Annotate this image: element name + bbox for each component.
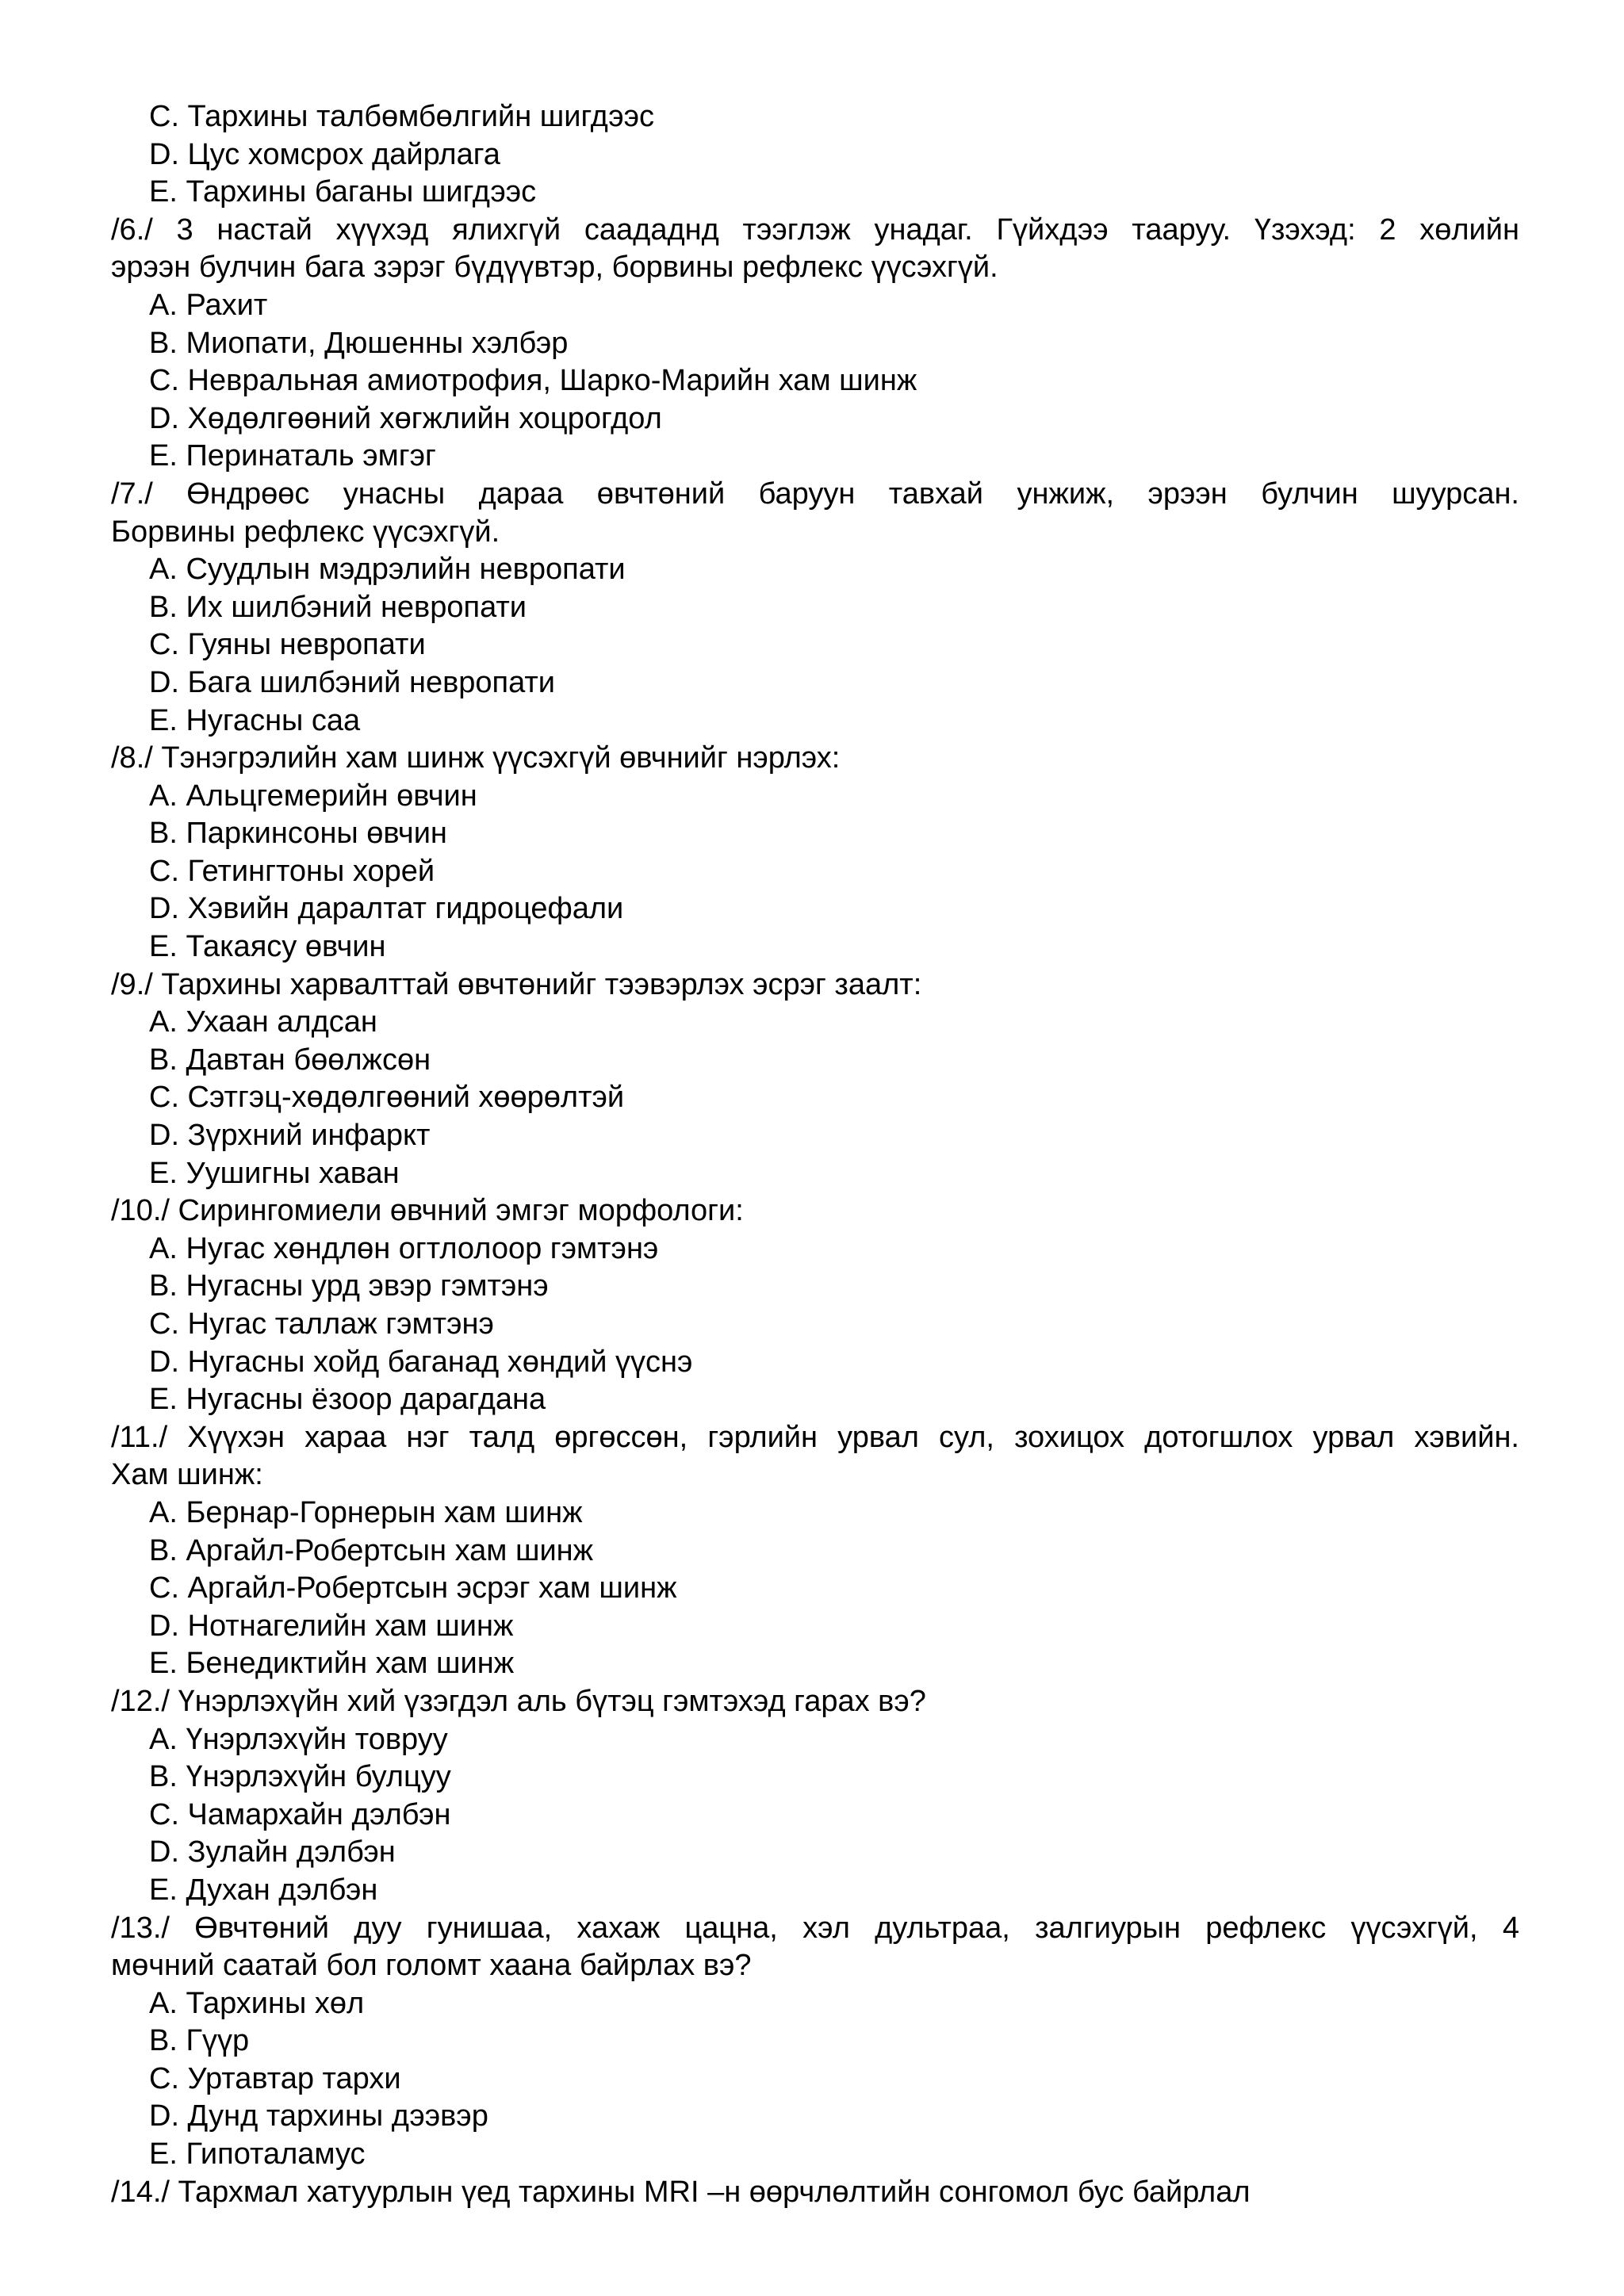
answer-option: C. Тархины талбөмбөлгийн шигдээс — [149, 100, 655, 133]
question-text: /7./ Өндрөөс унасны дараа өвчтөний баруун тавхай унжиж, эрээн булчин шуурсан. — [111, 476, 1519, 511]
answer-option: C. Сэтгэц-хөдөлгөөний хөөрөлтэй — [149, 1081, 625, 1115]
document-page — [111, 98, 1519, 2211]
answer-option: D. Бага шилбэний невропати — [149, 665, 556, 699]
answer-option: A. Тархины хөл — [149, 1986, 365, 2020]
answer-option: D. Цус хомсрох дайрлага — [149, 137, 500, 171]
answer-option: E. Нугасны саа — [149, 703, 361, 737]
question-text: /12./ Үнэрлэхүйн хий үзэгдэл аль бүтэц гэмтэхэд гарах вэ? — [111, 1684, 926, 1718]
answer-option: E. Духан дэлбэн — [149, 1873, 378, 1907]
answer-option: A. Нугас хөндлөн огтлолоор гэмтэнэ — [149, 1231, 659, 1265]
answer-option: A. Суудлын мэдрэлийн невропати — [149, 553, 626, 587]
answer-option: E. Тархины баганы шигдээс — [149, 175, 537, 209]
answer-option: A. Үнэрлэхүйн товруу — [149, 1722, 448, 1756]
answer-option: D. Хөдөлгөөний хөгжлийн хоцрогдол — [149, 401, 662, 435]
answer-option: E. Такаясу өвчин — [149, 930, 386, 964]
answer-option: A. Альцгемерийн өвчин — [149, 779, 477, 813]
answer-option: B. Нугасны урд эвэр гэмтэнэ — [149, 1269, 549, 1303]
answer-option: E. Гипоталамус — [149, 2137, 366, 2172]
answer-option: D. Хэвийн даралтат гидроцефали — [149, 892, 624, 926]
question-text: мөчний саатай бол голомт хаана байрлах вэ? — [111, 1949, 752, 1983]
answer-option: B. Их шилбэний невропати — [149, 590, 527, 624]
answer-option: C. Гетингтоны хорей — [149, 854, 435, 888]
question-text: /6./ 3 настай хүүхэд ялихгүй саададнд тээглэж унадаг. Гүйхдээ тааруу. Үзэхэд: 2 хөлийн — [111, 212, 1519, 247]
question-text: /14./ Тархмал хатуурлын үед тархины MRI –н өөрчлөлтийн сонгомол бус байрлал — [111, 2175, 1251, 2209]
question-text: Хам шинж: — [111, 1458, 263, 1492]
answer-option: B. Паркинсоны өвчин — [149, 817, 447, 851]
question-text: /9./ Тархины харвалттай өвчтөнийг тээвэрлэх эсрэг заалт: — [111, 967, 922, 1001]
question-text: /11./ Хүүхэн хараа нэг талд өргөссөн, гэрлийн урвал сул, зохицох дотогшлох урвал хэвийн. — [111, 1420, 1519, 1454]
answer-option: C. Гуяны невропати — [149, 628, 426, 662]
question-text: /13./ Өвчтөний дуу гунишаа, хахаж цацна, хэл дультраа, залгиурын рефлекс үүсэхгүй, 4 — [111, 1911, 1519, 1945]
answer-option: B. Гүүр — [149, 2024, 250, 2058]
answer-option: B. Үнэрлэхүйн булцуу — [149, 1760, 451, 1794]
answer-option: E. Нугасны ёзоор дарагдана — [149, 1383, 546, 1417]
answer-option: D. Нотнагелийн хам шинж — [149, 1609, 514, 1643]
answer-option: A. Бернар-Горнерын хам шинж — [149, 1495, 583, 1529]
answer-option: A. Рахит — [149, 288, 268, 322]
answer-option: D. Нугасны хойд баганад хөндий үүснэ — [149, 1345, 693, 1379]
answer-option: D. Зулайн дэлбэн — [149, 1835, 396, 1869]
answer-option: C. Аргайл-Робертсын эсрэг хам шинж — [149, 1571, 677, 1605]
answer-option: B. Миопати, Дюшенны хэлбэр — [149, 326, 569, 360]
answer-option: B. Давтан бөөлжсөн — [149, 1043, 431, 1077]
answer-option: E. Бенедиктийн хам шинж — [149, 1647, 515, 1681]
answer-option: D. Дунд тархины дээвэр — [149, 2099, 488, 2133]
answer-option: E. Перинаталь эмгэг — [149, 439, 436, 473]
question-text: эрээн булчин бага зэрэг бүдүүвтэр, борвины рефлекс үүсэхгүй. — [111, 251, 998, 285]
answer-option: D. Зүрхний инфаркт — [149, 1119, 431, 1153]
answer-option: E. Уушигны хаван — [149, 1156, 400, 1190]
question-text: Борвины рефлекс үүсэхгүй. — [111, 515, 500, 549]
question-text: /8./ Тэнэгрэлийн хам шинж үүсэхгүй өвчнийг нэрлэх: — [111, 741, 841, 775]
answer-option: C. Чамархайн дэлбэн — [149, 1797, 451, 1831]
answer-option: C. Нугас таллаж гэмтэнэ — [149, 1307, 494, 1341]
answer-option: C. Уртавтар тархи — [149, 2061, 401, 2095]
answer-option: A. Ухаан алдсан — [149, 1005, 377, 1039]
answer-option: C. Невральная амиотрофия, Шарко-Марийн хам шинж — [149, 364, 917, 398]
question-text: /10./ Сирингомиели өвчний эмгэг морфологи: — [111, 1194, 744, 1228]
answer-option: B. Аргайл-Робертсын хам шинж — [149, 1533, 594, 1567]
